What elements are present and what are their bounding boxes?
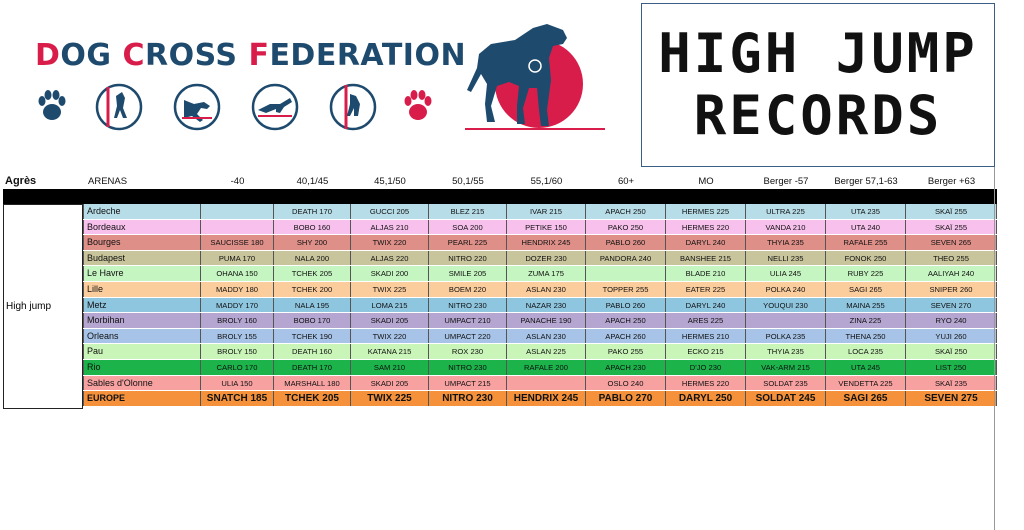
record-cell: BOBO 170	[274, 313, 351, 328]
record-cell	[201, 220, 274, 235]
record-cell: ASLAN 225	[507, 344, 586, 359]
record-cell: PEARL 225	[429, 235, 507, 250]
arena-name: Bordeaux	[83, 220, 201, 235]
record-cell: HERMES 220	[666, 376, 746, 391]
arena-name: Budapest	[83, 251, 201, 266]
col-header: -40	[230, 176, 245, 187]
table-row	[83, 329, 997, 345]
col-header: 60+	[617, 176, 635, 187]
record-cell: MADDY 170	[201, 298, 274, 313]
record-cell: POLKA 235	[746, 329, 826, 344]
record-cell: VANDA 210	[746, 220, 826, 235]
record-cell: TCHEK 205	[274, 266, 351, 281]
record-cell: MARSHALL 180	[274, 376, 351, 391]
record-cell: ASLAN 230	[507, 282, 586, 297]
title-line-2: RECORDS	[693, 84, 943, 147]
record-cell: LOMA 215	[351, 298, 429, 313]
record-cell: HERMES 210	[666, 329, 746, 344]
title-line-1: HIGH JUMP	[658, 22, 978, 85]
arena-name: Bourges	[83, 235, 201, 250]
record-cell: SKADI 205	[351, 376, 429, 391]
record-cell: HENDRIX 245	[507, 391, 586, 406]
record-cell: SMILE 205	[429, 266, 507, 281]
record-cell: ALJAS 220	[351, 251, 429, 266]
table-row	[83, 204, 997, 220]
record-cell: APACH 250	[586, 313, 666, 328]
record-cell: ULIA 245	[746, 266, 826, 281]
record-cell: PAKO 255	[586, 344, 666, 359]
col-header: 55,1/60	[530, 176, 563, 187]
record-cell: UTA 235	[826, 204, 906, 219]
record-cell: SAGI 265	[826, 391, 906, 406]
record-cell: ROX 230	[429, 344, 507, 359]
record-cell: OSLO 240	[586, 376, 666, 391]
record-cell: UMPACT 210	[429, 313, 507, 328]
arenas-label: ARENAS	[88, 176, 128, 187]
record-cell: PETIKE 150	[507, 220, 586, 235]
arena-name: Rio	[83, 360, 201, 375]
record-cell: DARYL 240	[666, 235, 746, 250]
record-cell: BROLY 160	[201, 313, 274, 328]
record-cell: VAK-ARM 215	[746, 360, 826, 375]
record-cell: SKAÏ 235	[906, 376, 997, 391]
record-cell: THEO 255	[906, 251, 997, 266]
record-cell: APACH 230	[586, 360, 666, 375]
record-cell: FONOK 250	[826, 251, 906, 266]
page-edge-line	[994, 167, 995, 530]
record-cell: SKADI 200	[351, 266, 429, 281]
record-cell: UTA 240	[826, 220, 906, 235]
col-header: Berger +63	[927, 176, 976, 187]
record-cell: PUMA 170	[201, 251, 274, 266]
table-row	[83, 251, 997, 267]
record-cell: SAUCISSE 180	[201, 235, 274, 250]
record-cell: BOEM 220	[429, 282, 507, 297]
record-cell: PABLO 260	[586, 235, 666, 250]
record-cell: MADDY 180	[201, 282, 274, 297]
record-cell: UMPACT 215	[429, 376, 507, 391]
title-box	[641, 3, 995, 167]
record-cell: SEVEN 265	[906, 235, 997, 250]
record-cell: VENDETTA 225	[826, 376, 906, 391]
record-cell: LIST 250	[906, 360, 997, 375]
record-cell: LOCA 235	[826, 344, 906, 359]
record-cell: TOPPER 255	[586, 282, 666, 297]
record-cell: SKAÏ 255	[906, 220, 997, 235]
table-header	[0, 173, 1000, 190]
dog-silhouette-icon	[455, 20, 607, 136]
record-cell: RAFALE 255	[826, 235, 906, 250]
arena-name: Lille	[83, 282, 201, 297]
record-cell: RUBY 225	[826, 266, 906, 281]
arena-name: EUROPE	[83, 391, 201, 406]
record-cell: TWIX 225	[351, 391, 429, 406]
record-cell: BOBO 160	[274, 220, 351, 235]
table-row	[83, 313, 997, 329]
record-cell: NITRO 230	[429, 391, 507, 406]
table-row	[83, 235, 997, 251]
record-cell: SOA 200	[429, 220, 507, 235]
record-cell: THYIA 235	[746, 235, 826, 250]
record-cell: SOLDAT 235	[746, 376, 826, 391]
record-cell: BLADE 210	[666, 266, 746, 281]
record-cell: SNATCH 185	[201, 391, 274, 406]
col-header: 40,1/45	[296, 176, 329, 187]
record-cell: BROLY 150	[201, 344, 274, 359]
table-row	[83, 266, 997, 282]
arena-name: Pau	[83, 344, 201, 359]
record-cell: SHY 200	[274, 235, 351, 250]
europe-row	[83, 391, 997, 407]
record-cell: DEATH 170	[274, 204, 351, 219]
record-cell: ASLAN 230	[507, 329, 586, 344]
record-cell: APACH 250	[586, 204, 666, 219]
record-cell: YOUQUI 230	[746, 298, 826, 313]
table-row	[83, 360, 997, 376]
col-header: 45,1/50	[374, 176, 406, 187]
record-cell: DARYL 240	[666, 298, 746, 313]
table-row	[83, 220, 997, 236]
record-cell: ULTRA 225	[746, 204, 826, 219]
record-cell: SEVEN 275	[906, 391, 997, 406]
record-cell: SEVEN 270	[906, 298, 997, 313]
record-cell: SKAÏ 255	[906, 204, 997, 219]
record-cell: GUCCI 205	[351, 204, 429, 219]
record-cell: RAFALE 200	[507, 360, 586, 375]
record-cell: NALA 200	[274, 251, 351, 266]
record-cell: SAM 210	[351, 360, 429, 375]
record-cell: ZUMA 175	[507, 266, 586, 281]
record-cell: THENA 250	[826, 329, 906, 344]
record-cell: TWIX 220	[351, 235, 429, 250]
federation-logo-text: DOG CROSS FEDERATION	[35, 38, 467, 73]
pole-dog-icon	[328, 82, 378, 132]
record-cell: NELLI 235	[746, 251, 826, 266]
paw-blue-icon	[34, 88, 70, 124]
record-cell: ALJAS 210	[351, 220, 429, 235]
arena-name: Metz	[83, 298, 201, 313]
record-cell	[201, 204, 274, 219]
dog-mascot-logo	[455, 20, 607, 136]
record-cell: CARLO 170	[201, 360, 274, 375]
arena-name: Morbihan	[83, 313, 201, 328]
record-cell: TWIX 220	[351, 329, 429, 344]
arena-name: Le Havre	[83, 266, 201, 281]
record-cell: DEATH 170	[274, 360, 351, 375]
table-row	[83, 298, 997, 314]
record-cell: SKADI 205	[351, 313, 429, 328]
long-jump-icon	[250, 82, 300, 132]
record-cell: PANDORA 240	[586, 251, 666, 266]
record-cell: NAZAR 230	[507, 298, 586, 313]
arena-name: Orleans	[83, 329, 201, 344]
record-cell: RYO 240	[906, 313, 997, 328]
record-cell: D'JO 230	[666, 360, 746, 375]
record-cell: PAKO 250	[586, 220, 666, 235]
record-cell: OHANA 150	[201, 266, 274, 281]
record-cell: MAINA 255	[826, 298, 906, 313]
record-cell: NITRO 230	[429, 360, 507, 375]
record-cell: IVAR 215	[507, 204, 586, 219]
record-cell: PANACHE 190	[507, 313, 586, 328]
record-cell: SKAÏ 250	[906, 344, 997, 359]
record-cell: DEATH 160	[274, 344, 351, 359]
record-cell: NALA 195	[274, 298, 351, 313]
header-divider	[3, 189, 997, 204]
record-cell: ARES 225	[666, 313, 746, 328]
record-cell: APACH 260	[586, 329, 666, 344]
record-cell: TCHEK 205	[274, 391, 351, 406]
record-cell: EATER 225	[666, 282, 746, 297]
record-cell	[507, 376, 586, 391]
high-jump-icon	[94, 82, 144, 132]
record-cell: ECKO 215	[666, 344, 746, 359]
record-cell: SOLDAT 245	[746, 391, 826, 406]
record-cell: DARYL 250	[666, 391, 746, 406]
record-cell: HENDRIX 245	[507, 235, 586, 250]
record-cell: BANSHEE 215	[666, 251, 746, 266]
col-header: Berger -57	[763, 176, 809, 187]
record-cell: TCHEK 200	[274, 282, 351, 297]
record-cell: ULIA 150	[201, 376, 274, 391]
table-row	[83, 282, 997, 298]
arena-name: Sables d'Olonne	[83, 376, 201, 391]
record-cell: PABLO 260	[586, 298, 666, 313]
jump-dog-icon	[172, 82, 222, 132]
record-cell: ZINA 225	[826, 313, 906, 328]
record-cell: SAGI 265	[826, 282, 906, 297]
record-cell: THYIA 235	[746, 344, 826, 359]
col-header: Berger 57,1-63	[834, 176, 898, 187]
record-cell: NITRO 230	[429, 298, 507, 313]
record-cell	[746, 313, 826, 328]
records-table	[3, 204, 997, 410]
record-cell: POLKA 240	[746, 282, 826, 297]
record-cell: HERMES 220	[666, 220, 746, 235]
record-cell: SNIPER 260	[906, 282, 997, 297]
arena-name: Ardeche	[83, 204, 201, 219]
record-cell: KATANA 215	[351, 344, 429, 359]
paw-red-icon	[400, 88, 436, 124]
agres-label: Agrès	[5, 175, 37, 187]
col-header: 50,1/55	[452, 176, 484, 187]
record-cell: AALIYAH 240	[906, 266, 997, 281]
table-row	[83, 376, 997, 392]
record-cell: HERMES 225	[666, 204, 746, 219]
record-cell: BROLY 155	[201, 329, 274, 344]
record-cell: TWIX 225	[351, 282, 429, 297]
col-header: MO	[698, 176, 714, 187]
record-cell	[586, 266, 666, 281]
record-cell: YUJI 260	[906, 329, 997, 344]
record-cell: DOZER 230	[507, 251, 586, 266]
record-cell: BLEZ 215	[429, 204, 507, 219]
table-row	[83, 344, 997, 360]
record-cell: UMPACT 220	[429, 329, 507, 344]
record-cell: PABLO 270	[586, 391, 666, 406]
discipline-label: High jump	[3, 204, 83, 409]
record-cell: UTA 245	[826, 360, 906, 375]
record-cell: TCHEK 190	[274, 329, 351, 344]
record-cell: NITRO 220	[429, 251, 507, 266]
